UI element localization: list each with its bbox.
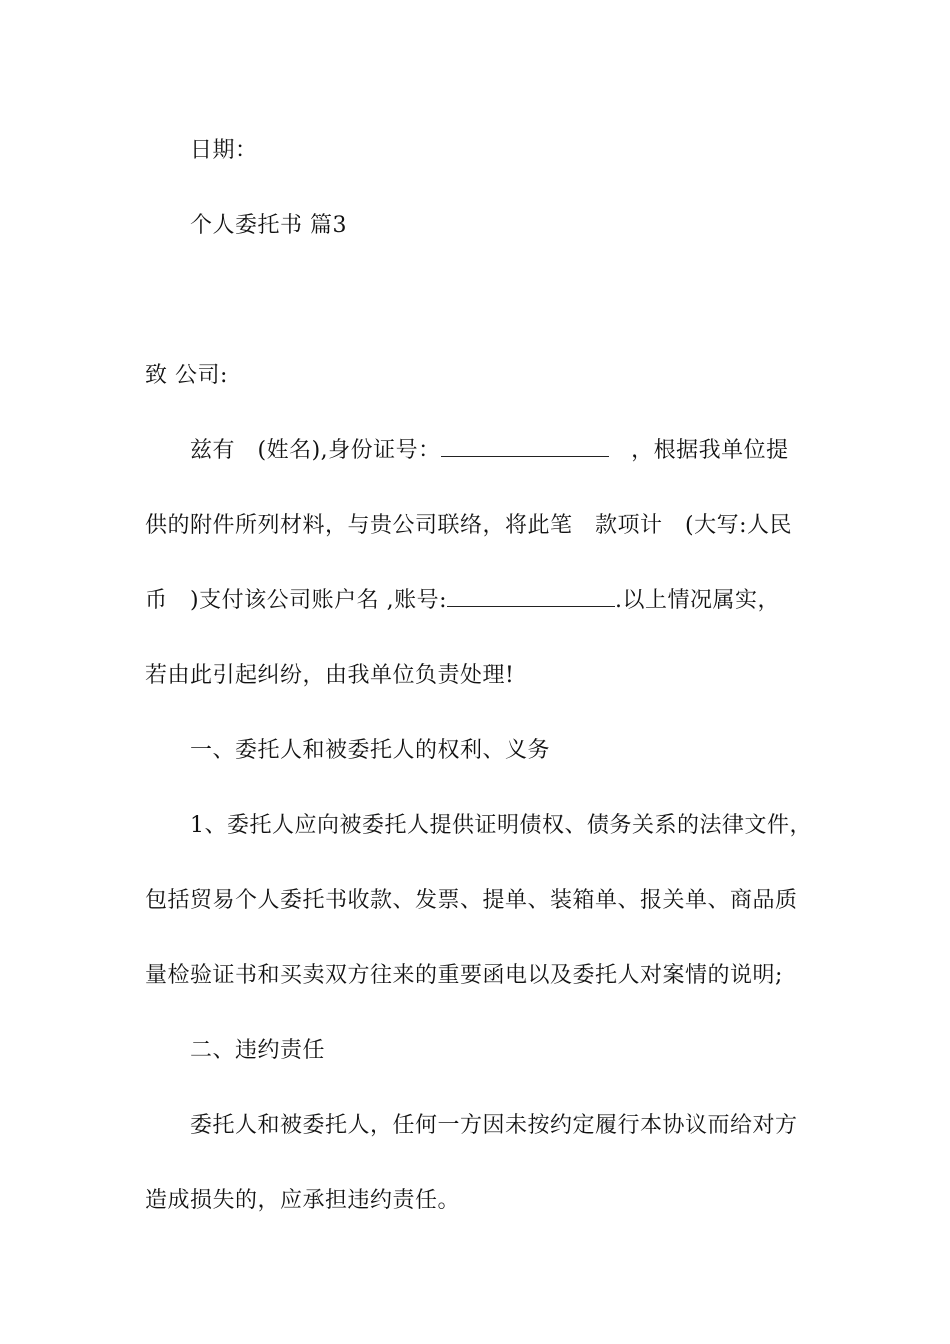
date-label: 日期： [190, 138, 258, 163]
para1-line2: 供的附件所列材料，与贵公司联络，将此笔 款项计 (大写:人民 [145, 513, 792, 538]
section1-title: 一、委托人和被委托人的权利、义务 [190, 738, 551, 763]
para1-line3 [145, 586, 815, 616]
item1-line2: 包括贸易个人委托书收款、发票、提单、装箱单、报关单、商品质 [145, 888, 798, 913]
account-number-blank [447, 586, 615, 607]
para1-line3-start: 币 )支付该公司账户名 ,账号: [145, 588, 447, 613]
liability-line2: 造成损失的，应承担违约责任。 [145, 1188, 461, 1213]
para1-line3-end: .以上情况属实， [614, 588, 780, 613]
para1-line1-end: ，根据我单位提 [608, 438, 789, 463]
section2-title: 二、违约责任 [190, 1038, 326, 1063]
para1-line1-start: 兹有 (姓名),身份证号： [190, 438, 441, 463]
item1-line1: 1、委托人应向被委托人提供证明债权、债务关系的法律文件， [190, 813, 812, 838]
liability-line1: 委托人和被委托人，任何一方因未按约定履行本协议而给对方 [190, 1113, 798, 1138]
id-number-blank [441, 436, 609, 457]
para1-line4: 若由此引起纠纷，由我单位负责处理! [145, 663, 515, 688]
document-title: 个人委托书 篇3 [190, 213, 347, 238]
salutation: 致 公司: [145, 363, 228, 388]
item1-line3: 量检验证书和买卖双方往来的重要函电以及委托人对案情的说明; [145, 963, 783, 988]
para1-line1 [190, 436, 860, 466]
